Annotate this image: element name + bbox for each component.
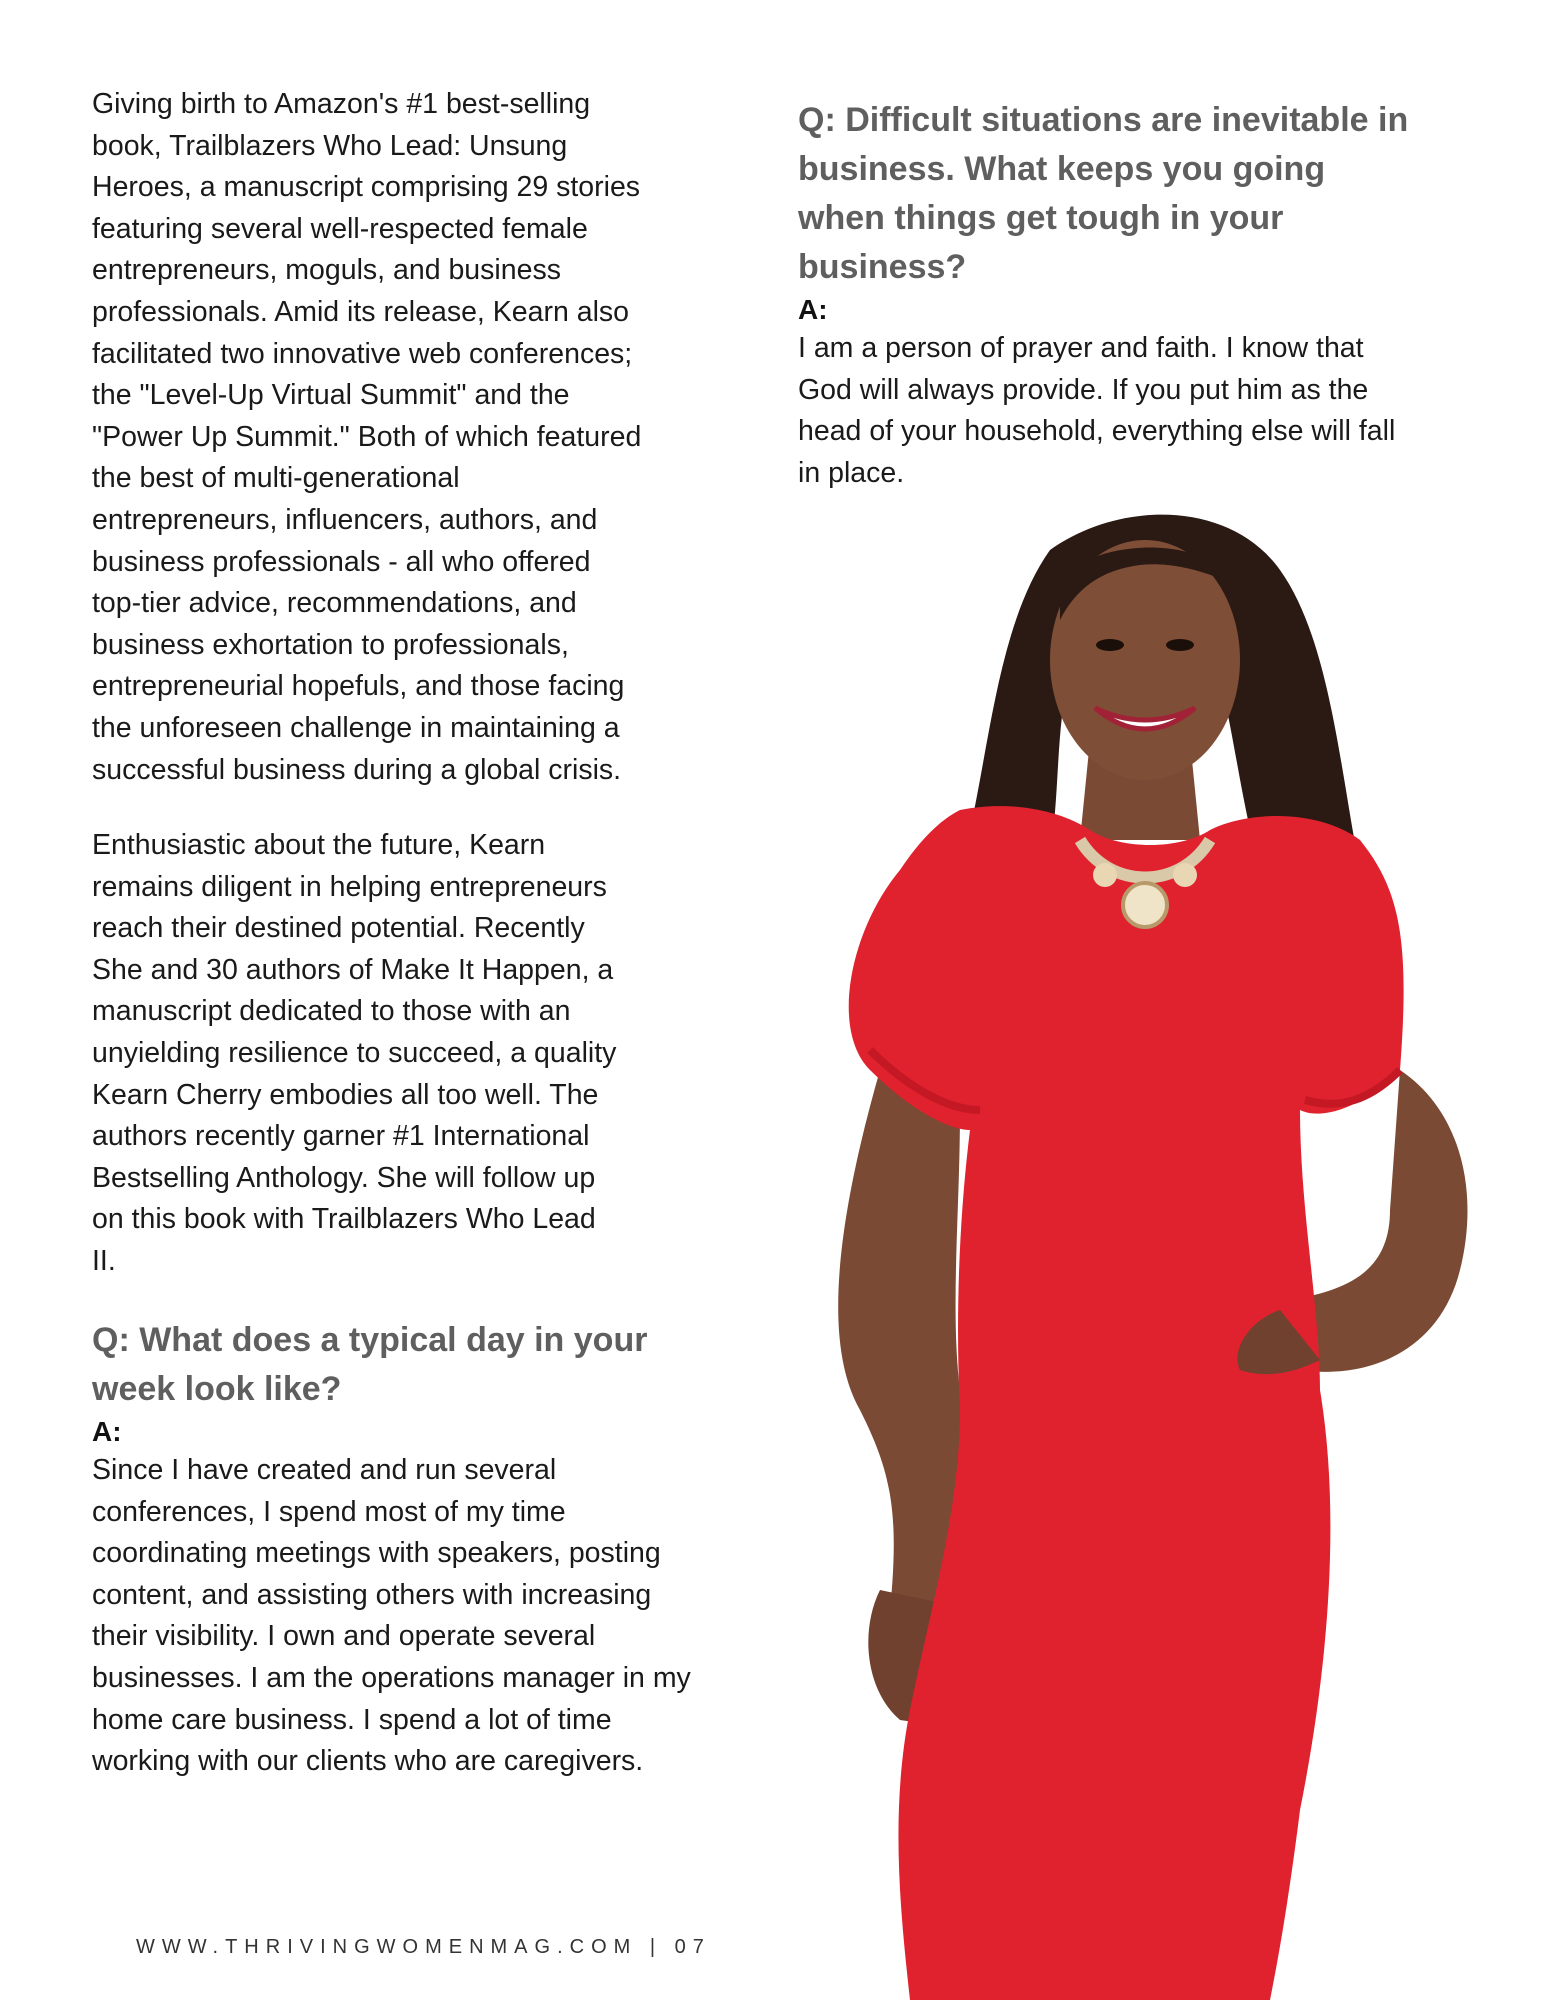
left-column bbox=[92, 84, 752, 1283]
intro-paragraph: Giving birth to Amazon's #1 best-selling book, Trailblazers Who Lead: Unsung Heroes, a manuscript comprising 29 stories featuring several well-respected female entrepreneurs, moguls, and business professionals. Amid its release, Kearn also facilitated two innovative web conferences; the "Level-Up Virtual Summit" and the "Power Up Summit." Both of which featured the best of multi-generational entrepreneurs, influencers, authors, and business professionals - all who offered top-tier advice, recommendations, and business exhortation to professionals, entrepreneurial hopefuls, and those facing the unforeseen challenge in maintaining a successful business during a global crisis. bbox=[92, 88, 642, 786]
answer-label: A: bbox=[92, 1416, 122, 1447]
right-eye bbox=[1166, 639, 1194, 651]
future-paragraph: Enthusiastic about the future, Kearn remains diligent in helping entrepreneurs reach their destined potential. Recently She and 30 authors of Make It Happen, a manuscript dedicated to those with an unyielding resilience to succeed, a quality Kearn Cherry embodies all too well. The authors recently garner #1 International Bestselling Anthology. She will follow up on this book with Trailblazers Who Lead II. bbox=[92, 829, 617, 1278]
question-heading: Q: Difficult situations are inevitable in business. What keeps you going when things get tough in your business? bbox=[798, 101, 1409, 286]
answer-label: A: bbox=[798, 294, 828, 325]
question-heading: Q: What does a typical day in your week look like? bbox=[92, 1321, 648, 1408]
answer-text: I am a person of prayer and faith. I know that God will always provide. If you put him as the head of your household, everything else will fall in place. bbox=[798, 332, 1396, 489]
qa-difficult-situations bbox=[798, 96, 1458, 494]
qa-typical-day bbox=[92, 1316, 772, 1783]
answer-text: Since I have created and run several conferences, I spend most of my time coordinating meetings with speakers, posting content, and assisting others with increasing their visibility. I own and operate several businesses. I am the operations manager in my home care business. I spend a lot of time working with our clients who are caregivers. bbox=[92, 1454, 691, 1778]
portrait-photo bbox=[760, 510, 1545, 2000]
footer-url-page: WWW.THRIVINGWOMENMAG.COM | 07 bbox=[136, 1936, 711, 1958]
left-eye bbox=[1096, 639, 1124, 651]
